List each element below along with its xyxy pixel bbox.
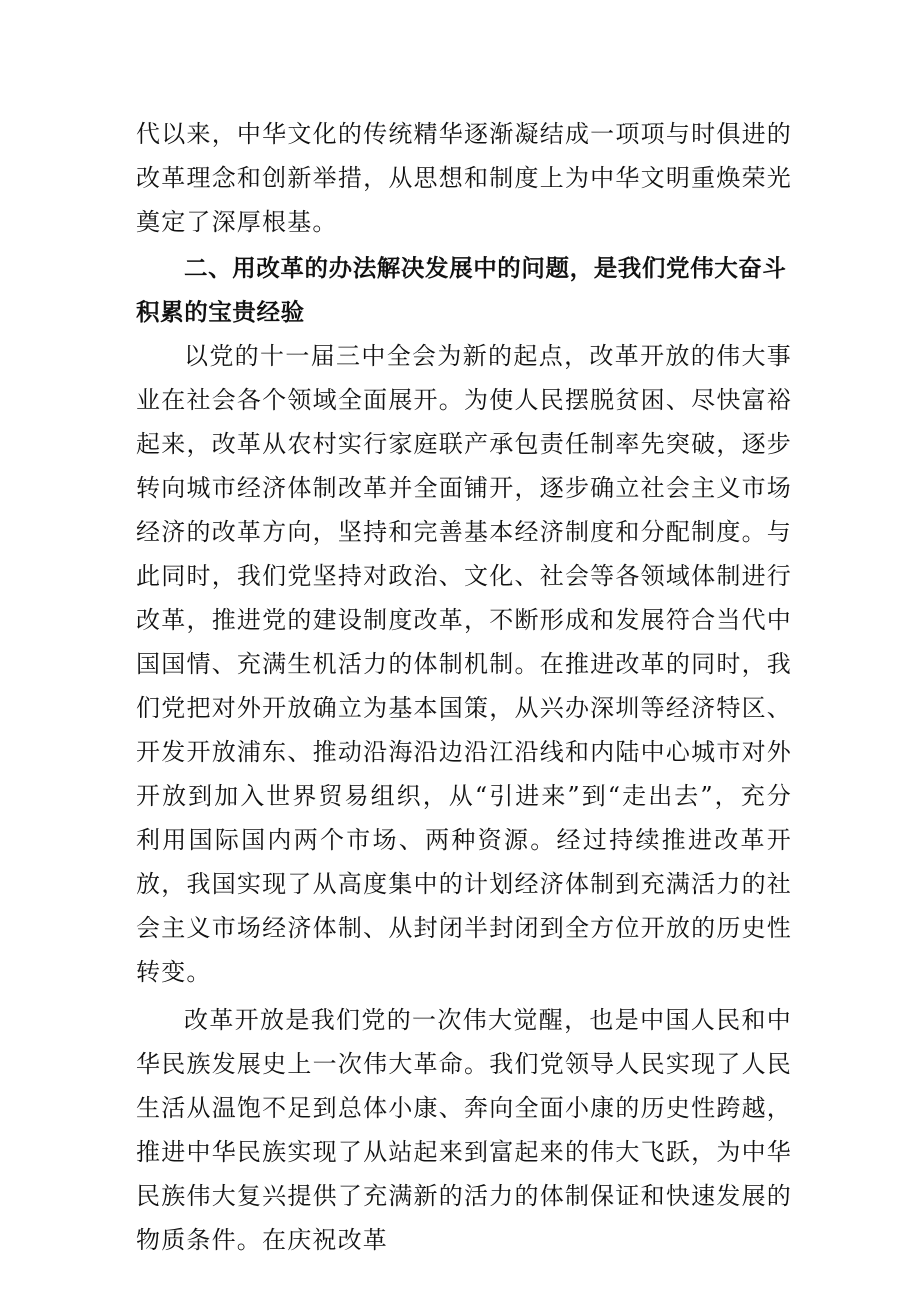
section-heading: 二、用改革的办法解决发展中的问题，是我们党伟大奋斗积累的宝贵经验: [136, 254, 787, 326]
document-body: [136, 112, 792, 1262]
body-paragraph-2: 改革开放是我们党的一次伟大觉醒，也是中国人民和中华民族发展史上一次伟大革命。我们党领导人民实现了人民生活从温饱不足到总体小康、奔向全面小康的历史性跨越，推进中华民族实现了从站起来到富起来的伟大飞跃，为中华民族伟大复兴提供了充满新的活力的体制保证和快速发展的物质条件。在庆祝改革: [136, 1006, 792, 1254]
body-paragraph-1: 以党的十一届三中全会为新的起点，改革开放的伟大事业在社会各个领域全面展开。为使人民摆脱贫困、尽快富裕起来，改革从农村实行家庭联产承包责任制率先突破，逐步转向城市经济体制改革并全面铺开，逐步确立社会主义市场经济的改革方向，坚持和完善基本经济制度和分配制度。与此同时，我们党坚持对政治、文化、社会等各领域体制进行改革，推进党的建设制度改革，不断形成和发展符合当代中国国情、充满生机活力的体制机制。在推进改革的同时，我们党把对外开放确立为基本国策，从兴办深圳等经济特区、开发开放浦东、推动沿海沿边沿江沿线和内陆中心城市对外开放到加入世界贸易组织，从“引进来”到“走出去”，充分利用国际国内两个市场、两种资源。经过持续推进改革开放，我国实现了从高度集中的计划经济体制到充满活力的社会主义市场经济体制、从封闭半封闭到全方位开放的历史性转变。: [136, 342, 792, 986]
intro-continuation-paragraph: 代以来，中华文化的传统精华逐渐凝结成一项项与时俱进的改革理念和创新举措，从思想和制度上为中华文明重焕荣光奠定了深厚根基。: [136, 120, 792, 236]
